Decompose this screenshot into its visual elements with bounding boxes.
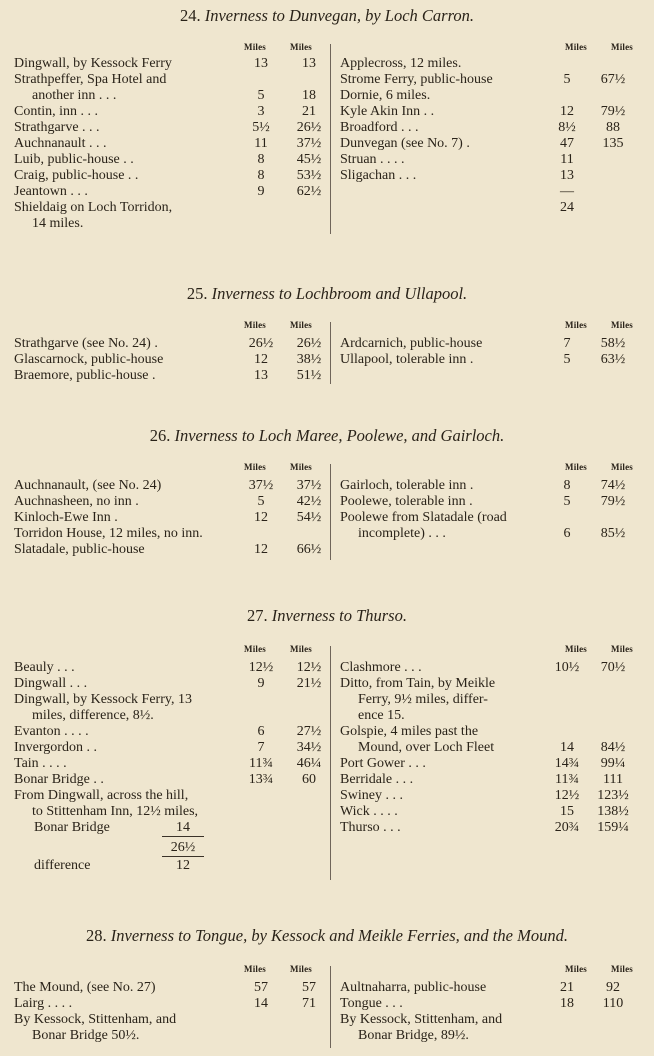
place-name: Dingwall, by Kessock Ferry <box>14 56 172 71</box>
place-name: Ferry, 9½ miles, differ- <box>358 692 488 707</box>
total-miles: 67½ <box>600 72 626 87</box>
stage-miles: 24 <box>560 200 574 215</box>
table-row <box>14 740 324 756</box>
table-row <box>14 368 324 384</box>
table-row <box>14 152 324 168</box>
miles-header: Miles <box>290 964 312 974</box>
place-name: Dingwall, by Kessock Ferry, 13 <box>14 692 192 707</box>
table-row <box>14 772 324 788</box>
place-name: Sligachan . . . <box>340 168 417 183</box>
place-name: another inn . . . <box>32 88 117 103</box>
table-row <box>14 660 324 676</box>
place-name: Dornie, 6 miles. <box>340 88 431 103</box>
table-row <box>14 352 324 368</box>
table-row <box>340 120 650 136</box>
table-row <box>340 996 650 1012</box>
total-miles: 27½ <box>296 724 322 739</box>
table-row <box>340 1028 650 1044</box>
table-row <box>340 526 650 542</box>
total-miles: 135 <box>602 136 624 151</box>
section-26 <box>0 426 654 572</box>
miles-header: Miles <box>565 462 587 472</box>
place-name: Wick . . . . <box>340 804 398 819</box>
stage-miles: 14 <box>254 996 268 1011</box>
table-row <box>14 692 324 708</box>
table-row <box>14 1012 324 1028</box>
total-miles: 60 <box>302 772 316 787</box>
stage-miles: 12 <box>254 542 268 557</box>
stage-miles: 11 <box>254 136 268 151</box>
total-miles: 53½ <box>296 168 322 183</box>
table-row <box>340 72 650 88</box>
stage-miles: 12 <box>254 352 268 367</box>
table-row <box>340 494 650 510</box>
place-name: Mound, over Loch Fleet <box>358 740 495 755</box>
table-row <box>340 756 650 772</box>
table-row <box>14 756 324 772</box>
place-name: Strathgarve (see No. 24) . <box>14 336 158 351</box>
table-row <box>14 184 324 200</box>
miles-header: Miles <box>611 644 633 654</box>
total-miles: 79½ <box>600 494 626 509</box>
section-heading: Inverness to Tongue, by Kessock and Meikle Ferries, and the Mound. <box>110 926 568 945</box>
place-name: ence 15. <box>358 708 405 723</box>
column-divider <box>330 646 331 880</box>
stage-miles: 47 <box>560 136 574 151</box>
stage-miles: 7 <box>563 336 571 351</box>
place-name: Torridon House, 12 miles, no inn. <box>14 526 203 541</box>
column-divider <box>330 44 331 234</box>
miles-header: Miles <box>611 462 633 472</box>
place-name: Shieldaig on Loch Torridon, <box>14 200 173 215</box>
miles-header: Miles <box>244 964 266 974</box>
miles-header: Miles <box>565 42 587 52</box>
table-row <box>14 478 330 494</box>
total-miles: 51½ <box>296 368 322 383</box>
stage-miles: 13 <box>254 368 268 383</box>
difference-calculation <box>34 820 244 874</box>
total-miles: 42½ <box>296 494 322 509</box>
total-miles: 54½ <box>296 510 322 525</box>
stage-miles: 8 <box>257 168 265 183</box>
place-name: Luib, public-house . . <box>14 152 134 167</box>
place-name: Strome Ferry, public-house <box>340 72 493 87</box>
place-name: Dingwall . . . <box>14 676 88 691</box>
total-miles: 46¼ <box>296 756 322 771</box>
place-name: Auchnanault . . . <box>14 136 107 151</box>
section-title <box>0 284 654 304</box>
left-column <box>14 980 324 1044</box>
stage-miles: 13 <box>254 56 268 71</box>
place-name: Evanton . . . . <box>14 724 89 739</box>
total-miles: 63½ <box>600 352 626 367</box>
section-number: 24. <box>179 6 201 25</box>
stage-miles: 20¾ <box>554 820 580 835</box>
table-row <box>14 120 324 136</box>
table-row <box>340 820 650 836</box>
place-name: Lairg . . . . <box>14 996 73 1011</box>
table-row <box>340 804 650 820</box>
section-heading: Inverness to Thurso. <box>271 606 407 625</box>
stage-miles: 8 <box>563 478 571 493</box>
table-row <box>340 168 650 184</box>
place-name: Poolewe from Slatadale (road <box>340 510 507 525</box>
place-name: Auchnasheen, no inn . <box>14 494 139 509</box>
total-miles: 37½ <box>296 136 322 151</box>
place-name: Strathpeffer, Spa Hotel and <box>14 72 167 87</box>
table-row <box>14 526 330 542</box>
table-row <box>14 510 330 526</box>
table-row <box>14 980 324 996</box>
table-row <box>14 216 324 232</box>
table-row <box>340 352 650 368</box>
place-name: Contin, inn . . . <box>14 104 99 119</box>
place-name: Jeantown . . . <box>14 184 88 199</box>
section-heading: Inverness to Loch Maree, Poolewe, and Gairloch. <box>174 426 505 445</box>
table-row <box>14 336 324 352</box>
section-heading: Inverness to Lochbroom and Ullapool. <box>211 284 468 303</box>
total-miles: 26½ <box>296 336 322 351</box>
table-row <box>340 740 650 756</box>
total-miles: 79½ <box>600 104 626 119</box>
place-name: Bonar Bridge, 89½. <box>358 1028 469 1043</box>
table-row <box>340 152 650 168</box>
right-column <box>340 478 650 542</box>
place-name: incomplete) . . . <box>358 526 446 541</box>
table-row <box>14 88 324 104</box>
calc-total: 26½ <box>162 840 204 857</box>
place-name: Swiney . . . <box>340 788 403 803</box>
stage-miles: 11 <box>560 152 574 167</box>
place-name: Thurso . . . <box>340 820 401 835</box>
total-miles: 34½ <box>296 740 322 755</box>
place-name: Aultnaharra, public-house <box>340 980 487 995</box>
total-miles: 13 <box>302 56 316 71</box>
table-row <box>14 996 324 1012</box>
right-column <box>340 56 650 216</box>
table-row <box>340 980 650 996</box>
table-row <box>14 104 324 120</box>
place-name: Ullapool, tolerable inn . <box>340 352 474 367</box>
place-name: Tain . . . . <box>14 756 67 771</box>
table-row <box>14 542 330 558</box>
total-miles: 85½ <box>600 526 626 541</box>
place-name: Golspie, 4 miles past the <box>340 724 479 739</box>
section-title <box>0 606 654 626</box>
table-row <box>14 200 324 216</box>
stage-miles: 9 <box>257 676 265 691</box>
place-name: Gairloch, tolerable inn . <box>340 478 474 493</box>
section-number: 28. <box>86 926 107 945</box>
total-miles: 159¼ <box>597 820 629 835</box>
column-divider <box>330 966 331 1048</box>
place-name: Slatadale, public-house <box>14 542 145 557</box>
stage-miles: 15 <box>560 804 574 819</box>
place-name: Invergordon . . <box>14 740 97 755</box>
miles-header: Miles <box>611 964 633 974</box>
section-25 <box>0 284 654 394</box>
table-row <box>340 200 650 216</box>
place-name: Poolewe, tolerable inn . <box>340 494 473 509</box>
place-name: Broadford . . . <box>340 120 419 135</box>
stage-miles: 12 <box>560 104 574 119</box>
calc-difference-value: 12 <box>176 858 190 873</box>
calc-label: Bonar Bridge <box>34 820 110 835</box>
miles-header: Miles <box>565 964 587 974</box>
table-row <box>340 1012 650 1028</box>
place-name: Applecross, 12 miles. <box>340 56 462 71</box>
place-name: Tongue . . . <box>340 996 403 1011</box>
stage-miles: 5 <box>563 72 571 87</box>
stage-miles: 9 <box>257 184 265 199</box>
stage-miles: 37½ <box>248 478 274 493</box>
place-name: By Kessock, Stittenham, and <box>14 1012 177 1027</box>
place-name: to Stittenham Inn, 12½ miles, <box>32 804 199 819</box>
place-name: Bonar Bridge . . <box>14 772 104 787</box>
section-title <box>0 426 654 446</box>
stage-miles: 8 <box>257 152 265 167</box>
miles-header: Miles <box>244 644 266 654</box>
total-miles: 45½ <box>296 152 322 167</box>
table-row <box>340 336 650 352</box>
stage-miles: 10½ <box>554 660 580 675</box>
table-row <box>340 660 650 676</box>
stage-miles: 6 <box>563 526 571 541</box>
miles-header: Miles <box>611 42 633 52</box>
total-miles: 12½ <box>296 660 322 675</box>
table-row <box>340 184 650 200</box>
column-divider <box>330 464 331 560</box>
stage-miles: 14¾ <box>554 756 580 771</box>
column-divider <box>330 322 331 384</box>
total-miles: 58½ <box>600 336 626 351</box>
stage-miles: 18 <box>560 996 574 1011</box>
total-miles: 138½ <box>597 804 629 819</box>
total-miles: 57 <box>302 980 316 995</box>
total-miles: 21½ <box>296 676 322 691</box>
miles-header: Miles <box>290 462 312 472</box>
table-row <box>14 494 330 510</box>
table-row <box>340 88 650 104</box>
miles-header: Miles <box>611 320 633 330</box>
place-name: From Dingwall, across the hill, <box>14 788 189 803</box>
stage-miles: 11¾ <box>249 756 273 771</box>
table-row <box>340 788 650 804</box>
place-name: Ditto, from Tain, by Meikle <box>340 676 496 691</box>
stage-miles: 26½ <box>248 336 274 351</box>
miles-header: Miles <box>565 320 587 330</box>
stage-miles: 13 <box>560 168 574 183</box>
place-name: Craig, public-house . . <box>14 168 139 183</box>
total-miles: 99¼ <box>600 756 626 771</box>
miles-header: Miles <box>290 320 312 330</box>
miles-header: Miles <box>290 42 312 52</box>
place-name: 14 miles. <box>32 216 84 231</box>
stage-miles: 5½ <box>252 120 270 135</box>
place-name: By Kessock, Stittenham, and <box>340 1012 503 1027</box>
calc-difference-label: difference <box>34 858 91 873</box>
stage-miles: 3 <box>257 104 265 119</box>
calc-value: 14 <box>162 820 204 837</box>
total-miles: 18 <box>302 88 316 103</box>
stage-miles: — <box>560 184 574 199</box>
total-miles: 71 <box>302 996 316 1011</box>
total-miles: 66½ <box>296 542 322 557</box>
miles-header: Miles <box>565 644 587 654</box>
stage-miles: 21 <box>560 980 574 995</box>
miles-header: Miles <box>290 644 312 654</box>
total-miles: 123½ <box>597 788 629 803</box>
left-column <box>14 56 324 232</box>
table-row <box>340 772 650 788</box>
miles-header: Miles <box>244 320 266 330</box>
place-name: Struan . . . . <box>340 152 405 167</box>
table-row <box>340 692 650 708</box>
total-miles: 62½ <box>296 184 322 199</box>
table-row <box>340 708 650 724</box>
table-row <box>14 676 324 692</box>
stage-miles: 5 <box>563 494 571 509</box>
total-miles: 37½ <box>296 478 322 493</box>
place-name: Auchnanault, (see No. 24) <box>14 478 162 493</box>
stage-miles: 5 <box>257 494 265 509</box>
table-row <box>340 724 650 740</box>
place-name: miles, difference, 8½. <box>32 708 154 723</box>
section-number: 26. <box>149 426 171 445</box>
stage-miles: 12½ <box>248 660 274 675</box>
table-row <box>14 168 324 184</box>
stage-miles: 12 <box>254 510 268 525</box>
total-miles: 21 <box>302 104 316 119</box>
place-name: Berridale . . . <box>340 772 414 787</box>
table-row <box>340 104 650 120</box>
section-24 <box>0 6 654 246</box>
total-miles: 38½ <box>296 352 322 367</box>
table-row <box>14 56 324 72</box>
place-name: Kyle Akin Inn . . <box>340 104 435 119</box>
section-27 <box>0 606 654 896</box>
table-row <box>340 136 650 152</box>
table-row <box>340 56 650 72</box>
miles-header: Miles <box>244 42 266 52</box>
left-column <box>14 336 324 384</box>
left-column <box>14 660 324 820</box>
place-name: Port Gower . . . <box>340 756 426 771</box>
stage-miles: 7 <box>257 740 265 755</box>
total-miles: 88 <box>606 120 620 135</box>
section-heading: Inverness to Dunvegan, by Loch Carron. <box>204 6 475 25</box>
section-number: 27. <box>247 606 268 625</box>
total-miles: 111 <box>603 772 623 787</box>
table-row <box>14 788 324 804</box>
table-row <box>14 708 324 724</box>
section-title <box>0 6 654 26</box>
stage-miles: 14 <box>560 740 574 755</box>
place-name: Bonar Bridge 50½. <box>32 1028 140 1043</box>
section-number: 25. <box>186 284 208 303</box>
table-row <box>14 1028 324 1044</box>
table-row <box>340 676 650 692</box>
total-miles: 92 <box>606 980 620 995</box>
stage-miles: 5 <box>257 88 265 103</box>
table-row <box>14 72 324 88</box>
right-column <box>340 980 650 1044</box>
place-name: The Mound, (see No. 27) <box>14 980 156 995</box>
place-name: Braemore, public-house . <box>14 368 156 383</box>
total-miles: 26½ <box>296 120 322 135</box>
place-name: Glascarnock, public-house <box>14 352 164 367</box>
place-name: Strathgarve . . . <box>14 120 100 135</box>
stage-miles: 11¾ <box>555 772 579 787</box>
place-name: Clashmore . . . <box>340 660 422 675</box>
total-miles: 74½ <box>600 478 626 493</box>
left-column <box>14 478 330 558</box>
place-name: Ardcarnich, public-house <box>340 336 483 351</box>
stage-miles: 57 <box>254 980 268 995</box>
total-miles: 84½ <box>600 740 626 755</box>
table-row <box>14 724 324 740</box>
right-column <box>340 660 650 836</box>
place-name: Beauly . . . <box>14 660 75 675</box>
stage-miles: 13¾ <box>248 772 274 787</box>
miles-header: Miles <box>244 462 266 472</box>
place-name: Dunvegan (see No. 7) . <box>340 136 470 151</box>
right-column <box>340 336 650 368</box>
stage-miles: 5 <box>563 352 571 367</box>
total-miles: 70½ <box>600 660 626 675</box>
table-row <box>14 136 324 152</box>
table-row <box>14 804 324 820</box>
stage-miles: 12½ <box>554 788 580 803</box>
section-title <box>0 926 654 946</box>
table-row <box>340 510 650 526</box>
place-name: Kinloch-Ewe Inn . <box>14 510 118 525</box>
total-miles: 110 <box>602 996 624 1011</box>
table-row <box>340 478 650 494</box>
stage-miles: 6 <box>257 724 265 739</box>
stage-miles: 8½ <box>558 120 576 135</box>
section-28 <box>0 926 654 1052</box>
